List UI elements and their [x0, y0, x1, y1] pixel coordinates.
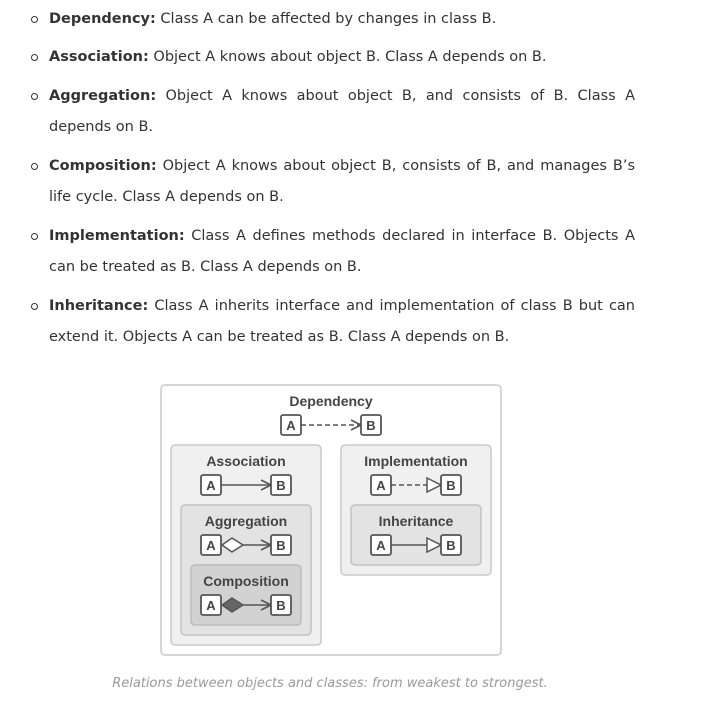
description-association: Object A knows about object B. Class A depends on B. — [148, 49, 547, 65]
inheritance-title: Inheritance — [378, 513, 454, 529]
class-a-label: A — [286, 418, 296, 433]
description-aggregation: Object A knows about object B, and consists of B. Class A depends on B. — [49, 88, 635, 135]
description-composition: Object A knows about object B, consists of B, and manages B’s life cycle. Class A depends on B. — [49, 158, 635, 205]
term-implementation: Implementation: — [49, 228, 185, 244]
class-b-label: B — [366, 418, 376, 433]
term-association: Association: — [49, 49, 149, 65]
description-dependency: Class A can be affected by changes in class B. — [155, 11, 497, 27]
figure-caption: Relations between objects and classes: from weakest to strongest. — [112, 676, 548, 691]
class-a-label: A — [376, 538, 386, 553]
class-a-label: A — [206, 598, 216, 613]
class-a-label: A — [206, 478, 216, 493]
description-implementation: Class A defines methods declared in interface B. Objects A can be treated as B. Class A depends on B. — [49, 228, 635, 275]
association-title: Association — [206, 453, 286, 469]
class-b-label: B — [446, 478, 456, 493]
class-a-label: A — [206, 538, 216, 553]
composition-title: Composition — [203, 573, 289, 589]
class-b-label: B — [446, 538, 456, 553]
class-b-label: B — [276, 478, 286, 493]
term-aggregation: Aggregation: — [49, 88, 157, 104]
term-composition: Composition: — [49, 158, 157, 174]
class-a-label: A — [376, 478, 386, 493]
dependency-title: Dependency — [289, 393, 373, 409]
implementation-title: Implementation — [364, 453, 468, 469]
term-dependency: Dependency: — [49, 11, 156, 27]
class-b-label: B — [276, 598, 286, 613]
term-inheritance: Inheritance: — [49, 298, 149, 314]
description-inheritance: Class A inherits interface and implementation of class B but can extend it. Objects A can be treated as B. Class A depends on B. — [49, 298, 635, 345]
aggregation-title: Aggregation — [204, 513, 288, 529]
class-b-label: B — [276, 538, 286, 553]
